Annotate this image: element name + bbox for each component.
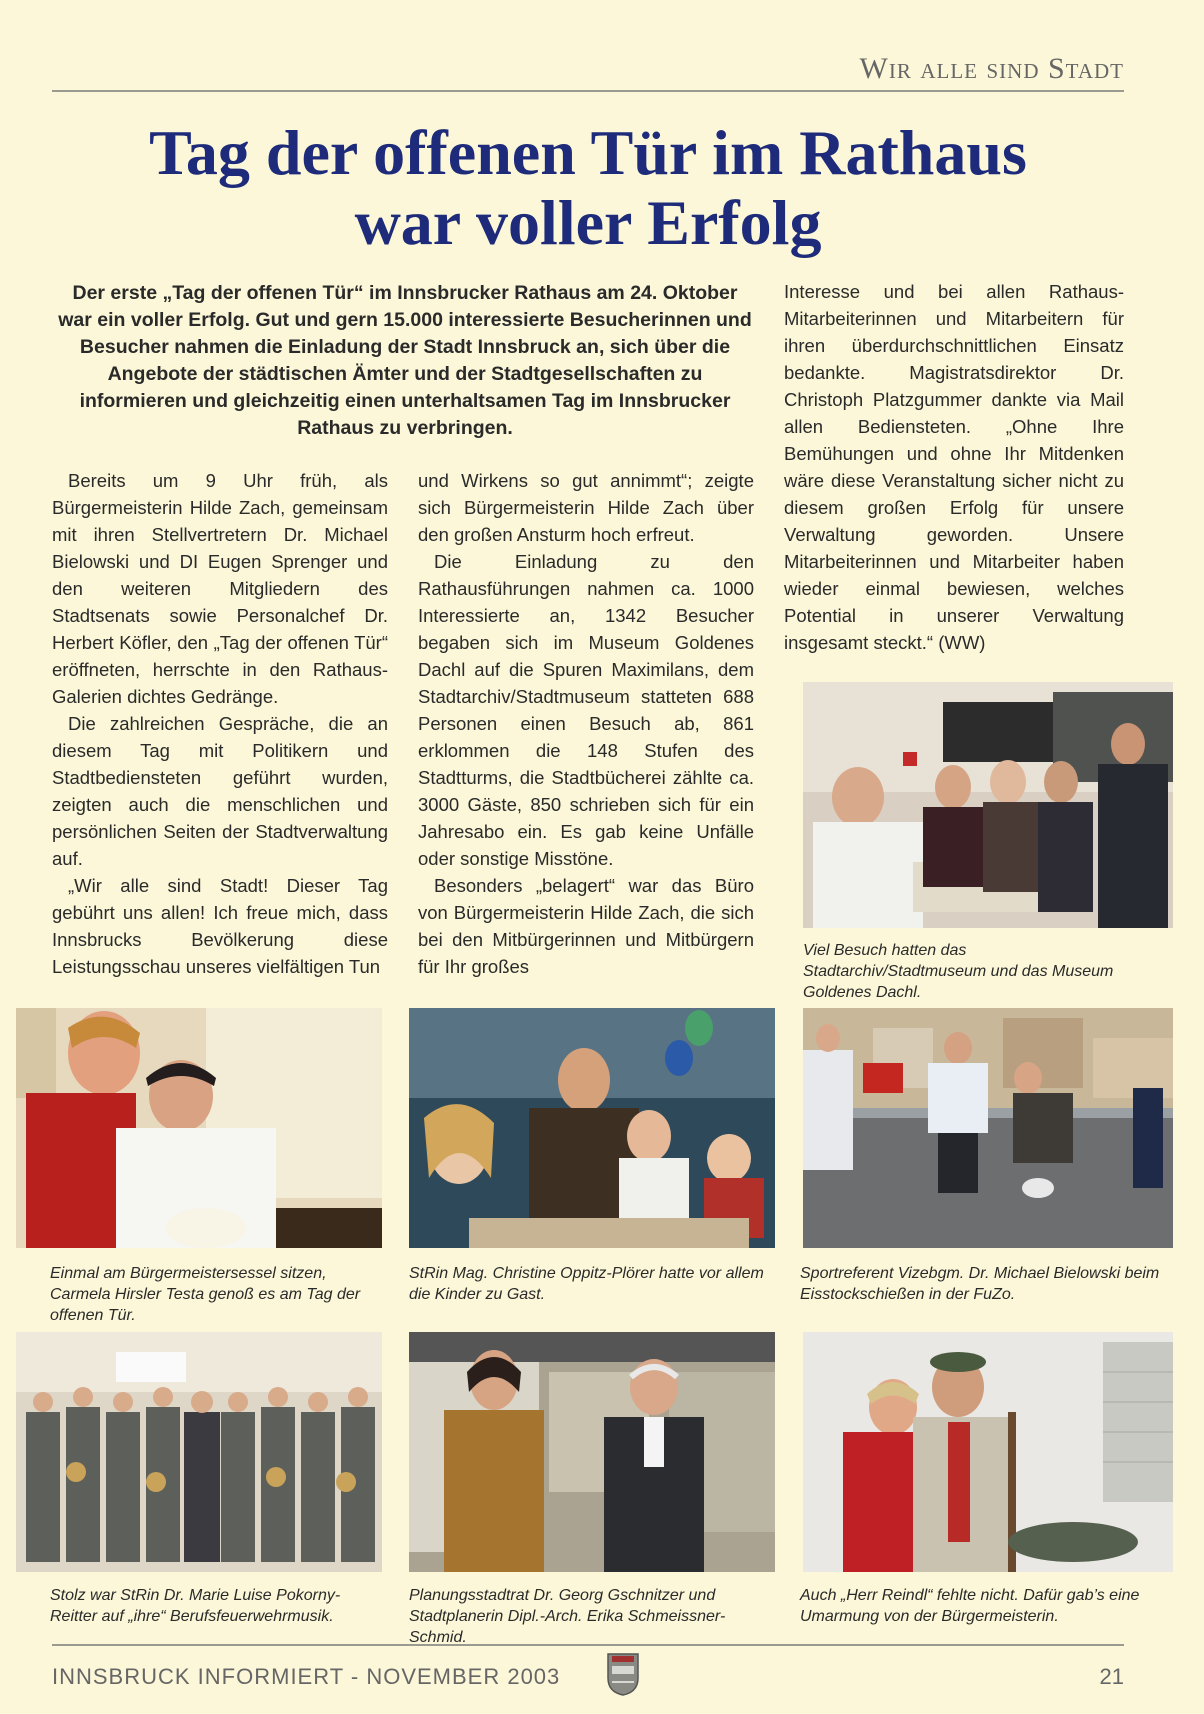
article-column-3	[784, 278, 1124, 656]
lead-paragraph: Der erste „Tag der offenen Tür“ im Innsbrucker Rathaus am 24. Oktober war ein voller Erfolg. Gut und gern 15.000 interessierte Besucherinnen und Besucher nahmen die Einladung der Stadt Innsbruck an, sich über die Angebote der städtischen Ämter und der Stadtgesellschaften zu informieren und gleichzeitig einen unterhaltsamen Tag im Innsbrucker Rathaus zu verbringen.	[58, 282, 752, 439]
caption-mayor-chair: Einmal am Bürgermeistersessel sitzen, Carmela Hirsler Testa genoß es am Tag der offenen Tür.	[50, 1265, 361, 1324]
headline-line-2: war voller Erfolg	[354, 187, 822, 258]
paragraph: Besonders „belagert“ war das Büro von Bürgermeisterin Hilde Zach, die sich bei den Mitbürgerinnen und Mitbürgern für Ihr großes	[418, 875, 754, 977]
paragraph: und Wirkens so gut annimmt“; zeigte sich Bürgermeisterin Hilde Zach über den großen Ansturm hoch erfreut.	[418, 470, 754, 545]
photo-band	[16, 1332, 382, 1572]
page-number: 21	[1099, 1664, 1124, 1689]
paragraph: Die Einladung zu den Rathausführungen nahmen ca. 1000 Interessierte an, 1342 Besucher begaben sich im Museum Goldenes Dachl auf die Spuren Maximilans, dem Stadtarchiv/Stadtmuseum statteten 688 Personen einen Besuch ab, 861 erklommen die 148 Stufen des Stadtturms, die Stadtbücherei zählte ca. 3000 Gäste, 850 schrieben sich für ein Jahresabo ein. Es gab keine Unfälle oder sonstige Misstöne.	[418, 551, 754, 869]
paragraph: „Wir alle sind Stadt! Dieser Tag gebührt uns allen! Ich freue mich, dass Innsbrucks Bevölkerung diese Leistungsschau unseres vielfältigen Tun	[52, 875, 388, 977]
paragraph: Die zahlreichen Gespräche, die an diesem Tag mit Politikern und Stadtbediensteten geführt wurden, zeigten auch die menschlichen und persönlichen Seiten der Stadtverwaltung auf.	[52, 713, 388, 869]
footer-publication: INNSBRUCK INFORMIERT - NOVEMBER 2003	[52, 1664, 561, 1689]
article-column-2	[418, 467, 754, 980]
paragraph: Interesse und bei allen Rathaus-Mitarbeiterinnen und Mitarbeitern für ihren überdurchschnittlichen Einsatz bedankte. Magistratsdirektor Dr. Christoph Platzgummer dankte via Mail allen Bediensteten. „Ohne Ihre Bemühungen und ohne Ihr Mitdenken wäre diese Veranstaltung sicher nicht zu diesem großen Erfolg für unsere Verwaltung geworden. Unsere Mitarbeiterinnen und Mitarbeiter haben wieder einmal bewiesen, welches Potential in unserer Verwaltung insgesamt steckt.“ (WW)	[784, 281, 1124, 653]
photo-mayor-chair	[16, 1008, 382, 1248]
top-rule	[52, 90, 1124, 92]
article-column-1	[52, 467, 388, 980]
photo-planning	[409, 1332, 775, 1572]
photo-children	[409, 1008, 775, 1248]
bottom-rule	[52, 1644, 1124, 1646]
section-label: Wir alle sind Stadt	[859, 52, 1124, 85]
paragraph: Bereits um 9 Uhr früh, als Bürgermeisterin Hilde Zach, gemeinsam mit ihren Stellvertretern Dr. Michael Bielowski und DI Eugen Sprenger und den weiteren Mitgliedern des Stadtsenats sowie Personalchef Dr. Herbert Köfler, den „Tag der offenen Tür“ eröffneten, herrschte in den Rathaus-Galerien dichtes Gedränge.	[52, 470, 388, 707]
caption-reindl: Auch „Herr Reindl“ fehlte nicht. Dafür gab’s eine Umarmung von der Bürgermeisterin.	[800, 1587, 1140, 1625]
caption-curling: Sportreferent Vizebgm. Dr. Michael Bielowski beim Eisstockschießen in der FuZo.	[800, 1265, 1160, 1303]
caption-children: StRin Mag. Christine Oppitz-Plörer hatte vor allem die Kinder zu Gast.	[409, 1265, 764, 1303]
caption-band: Stolz war StRin Dr. Marie Luise Pokorny-Reitter auf „ihre“ Berufsfeuerwehrmusik.	[50, 1587, 341, 1625]
headline	[52, 118, 1124, 258]
innsbruck-crest-icon	[606, 1652, 640, 1696]
caption-planning: Planungsstadtrat Dr. Georg Gschnitzer und Stadtplanerin Dipl.-Arch. Erika Schmeissner-Schmid.	[409, 1587, 726, 1646]
photo-curling	[803, 1008, 1173, 1248]
headline-line-1: Tag der offenen Tür im Rathaus	[149, 117, 1027, 188]
photo-archive-visitors	[803, 682, 1173, 928]
photo-reindl	[803, 1332, 1173, 1572]
caption-archive: Viel Besuch hatten das Stadtarchiv/Stadtmuseum und das Museum Goldenes Dachl.	[803, 942, 1114, 1001]
